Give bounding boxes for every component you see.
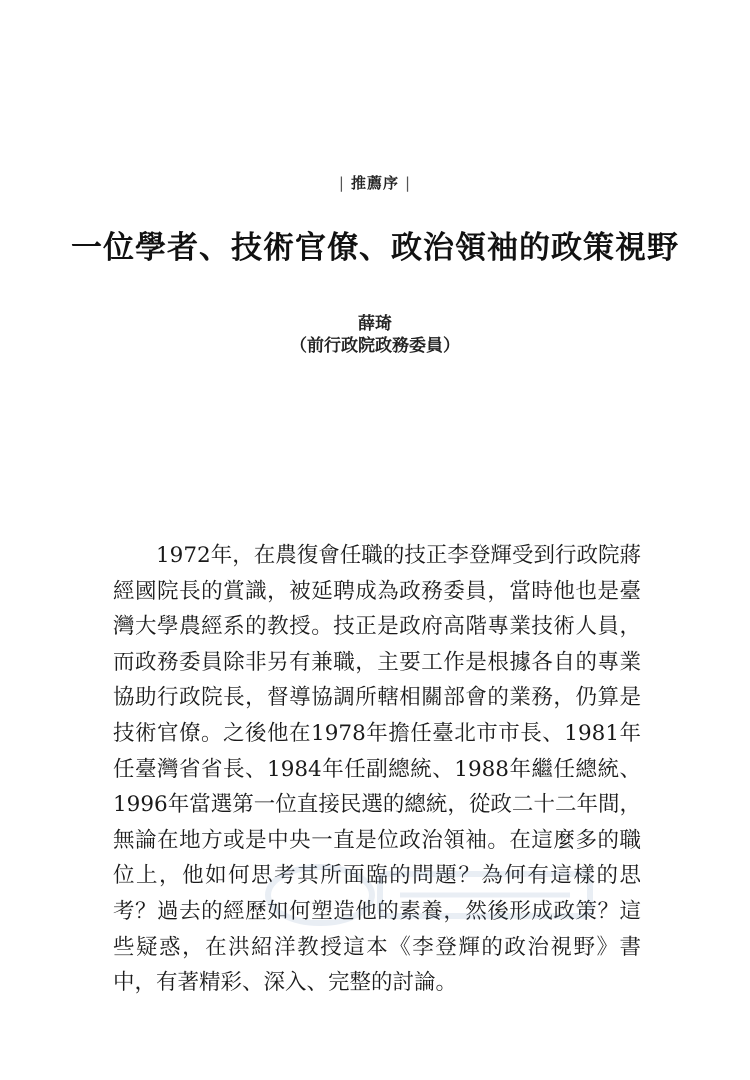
left-divider: | [338, 174, 345, 192]
body-text [113, 538, 641, 1001]
body-paragraph: 1972年，在農復會任職的技正李登輝受到行政院蔣經國院長的賞識，被延聘成為政務委員，當時他也是臺灣大學農經系的教授。技正是政府高階專業技術人員，而政務委員除非另有兼職，主要工作是根據各自的專業協助行政院長，督導協調所轄相關部會的業務，仍算是技術官僚。之後他在1978年擔任臺北市市長、1981年任臺灣省省長、1984年任副總統、1988年繼任總統、1996年當選第一位直接民選的總統，從政二十二年間，無論在地方或是中央一直是位政治領袖。在這麼多的職位上，他如何思考其所面臨的問題？為何有這樣的思考？過去的經歷如何塑造他的素養，然後形成政策？這些疑惑，在洪紹洋教授這本《李登輝的政治視野》書中，有著精彩、深入、完整的討論。 [113, 543, 641, 996]
page-title: 一位學者、技術官僚、政治領袖的政策視野 [71, 230, 679, 266]
author-name: 薛琦 [358, 314, 392, 334]
right-divider: | [405, 174, 412, 192]
section-label-text: 推薦序 [350, 174, 399, 192]
section-label [0, 172, 750, 193]
author-position: （前行政院政務委員） [290, 336, 460, 356]
